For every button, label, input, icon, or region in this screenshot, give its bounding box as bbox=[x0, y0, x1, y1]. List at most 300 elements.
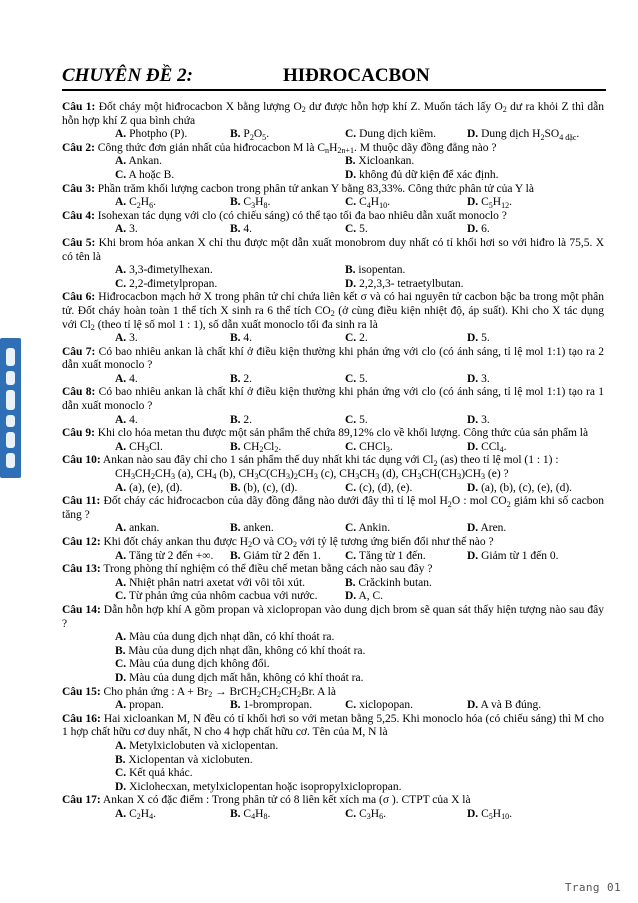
question-7 bbox=[62, 346, 604, 387]
formula-text-run: (e) ? bbox=[485, 468, 509, 481]
option-text-subscript: 2 bbox=[136, 812, 141, 822]
option-a bbox=[115, 522, 230, 536]
option-text: Xiclohecxan, metylxiclopentan hoặc isopropylxiclopropan. bbox=[129, 780, 402, 793]
option-letter: A. bbox=[115, 699, 127, 712]
option-letter: B. bbox=[230, 128, 241, 141]
option-text: (a), (b), (c), (e), (d). bbox=[481, 481, 573, 494]
answer-options bbox=[115, 577, 604, 604]
option-text: Màu của dung dịch nhạt dần, có khí thoát ra. bbox=[129, 631, 335, 644]
option-text-run: H bbox=[370, 807, 380, 820]
option-letter: C. bbox=[345, 196, 357, 209]
question-formula-line bbox=[115, 468, 604, 482]
formula-text-subscript: 3 bbox=[313, 472, 318, 482]
question-text-subscript: 2n+1 bbox=[337, 146, 354, 156]
question-list bbox=[62, 101, 604, 821]
option-text-run: C bbox=[243, 196, 252, 209]
option-text: Màu của dung dịch nhạt dần, không có khí thoát ra. bbox=[128, 644, 366, 657]
option-text-run: SO bbox=[544, 128, 560, 141]
topic-heading: CHUYÊN ĐỀ 2: bbox=[62, 65, 193, 86]
formula-text-subscript: 3 bbox=[457, 472, 462, 482]
question-stem bbox=[62, 237, 604, 264]
option-d bbox=[467, 699, 604, 713]
answer-options bbox=[115, 128, 604, 142]
option-text: A, C. bbox=[358, 590, 384, 603]
option-text-subscript: 8 bbox=[263, 812, 268, 822]
option-text-run: . bbox=[389, 440, 393, 453]
option-letter: C. bbox=[345, 372, 357, 385]
option-text: 3. bbox=[481, 372, 490, 385]
option-text-run: C bbox=[481, 196, 489, 209]
question-text: Có bao nhiêu ankan là chất khí ở điều kiện thường khi phản ứng với clo (có ánh sáng, tỉ lệ mol 1:1) tạo ra 1 dẫn xuất monoclo ? bbox=[62, 386, 604, 413]
option-letter: B. bbox=[230, 196, 241, 209]
option-b bbox=[230, 196, 345, 210]
question-text: Ankan X có đặc điểm : Trong phân tử có 8 liên kết xích ma (σ ). CTPT của X là bbox=[102, 794, 471, 807]
question-text-run: Công thức đơn giản nhất của hiđrocacbon M là C bbox=[97, 141, 326, 154]
question-label: Câu 13: bbox=[62, 563, 101, 576]
question-label: Câu 8: bbox=[62, 386, 96, 399]
option-a bbox=[115, 264, 345, 278]
option-text: Giảm từ 1 đến 0. bbox=[481, 549, 559, 562]
option-a bbox=[115, 550, 230, 564]
option-text: ankan. bbox=[129, 522, 160, 535]
option-d bbox=[467, 373, 604, 387]
option-text-subscript: 3 bbox=[385, 445, 390, 455]
option-d bbox=[467, 482, 604, 496]
answer-options bbox=[115, 414, 604, 428]
option-text: (a), (e), (d). bbox=[129, 481, 183, 494]
formula-text-run: (b), CH bbox=[216, 468, 255, 481]
option-text-run: H bbox=[255, 807, 264, 820]
option-text-run: C bbox=[243, 807, 252, 820]
question-text: Trong phòng thí nghiệm có thể điều chế metan bằng cách nào sau đây ? bbox=[103, 563, 433, 576]
question-text: Hai xicloankan M, N đều có tỉ khối hơi so với metan bằng 5,25. Khi monoclo hóa (có chiếu sáng) thì M cho 1 hợp chất hữu cơ duy nhất, N cho 4 hợp chất hữu cơ. Tên của M, N là bbox=[62, 712, 605, 739]
option-text-subscript: 4 bbox=[149, 812, 154, 822]
formula-text-subscript: 3 bbox=[355, 472, 360, 482]
option-b bbox=[230, 522, 345, 536]
option-text-subscript: 2 bbox=[274, 445, 279, 455]
question-text-subscript: 2 bbox=[433, 458, 438, 468]
question-14 bbox=[62, 604, 604, 686]
option-letter: D. bbox=[115, 671, 127, 684]
option-text: 5. bbox=[481, 332, 490, 345]
option-text: (c), (d), (e). bbox=[359, 481, 413, 494]
option-text: Ankin. bbox=[358, 522, 391, 535]
option-a bbox=[115, 332, 230, 346]
option-text-run: CH bbox=[129, 440, 146, 453]
option-a bbox=[115, 482, 230, 496]
option-text: 3. bbox=[129, 332, 138, 345]
question-text-subscript: 2 bbox=[248, 540, 253, 550]
question-12 bbox=[62, 536, 604, 563]
option-letter: C. bbox=[345, 223, 357, 236]
formula-text-subscript: 3 bbox=[285, 472, 291, 482]
question-text-run: (ở cùng điều kiện nhiệt độ, áp suất). Khi cho X tác dụng với Cl bbox=[62, 304, 604, 331]
option-text: Màu của dung dịch không đổi. bbox=[129, 658, 270, 671]
option-d bbox=[467, 550, 604, 564]
option-text-run: C bbox=[481, 807, 489, 820]
option-letter: D. bbox=[467, 332, 479, 345]
option-d bbox=[467, 522, 604, 536]
question-label: Câu 17: bbox=[62, 794, 101, 807]
option-text-run: CH bbox=[243, 440, 260, 453]
option-text: 2,2,3,3- tetraetylbutan. bbox=[359, 277, 464, 290]
option-letter: A. bbox=[115, 128, 127, 141]
option-letter: C. bbox=[115, 168, 127, 181]
option-text-subscript: 3 bbox=[366, 812, 371, 822]
formula-text-subscript: 3 bbox=[375, 472, 380, 482]
option-a bbox=[115, 441, 230, 455]
option-text-run: O bbox=[253, 128, 263, 141]
option-c bbox=[345, 196, 467, 210]
question-stem bbox=[62, 563, 604, 577]
option-c bbox=[345, 223, 467, 237]
option-letter: D. bbox=[467, 196, 479, 209]
option-a bbox=[115, 740, 604, 754]
header-rule bbox=[62, 89, 606, 91]
answer-options bbox=[115, 332, 604, 346]
option-letter: B. bbox=[230, 440, 241, 453]
question-label: Câu 11: bbox=[62, 495, 101, 508]
question-stem bbox=[62, 346, 604, 373]
question-stem bbox=[62, 386, 604, 413]
option-text-run: Cl bbox=[263, 440, 275, 453]
option-d bbox=[467, 414, 604, 428]
option-c bbox=[345, 128, 467, 142]
page-number: Trang 01 bbox=[564, 881, 621, 894]
option-letter: C. bbox=[345, 332, 357, 345]
option-letter: A. bbox=[115, 372, 127, 385]
option-letter: D. bbox=[467, 522, 479, 535]
question-text-run: với tỷ lệ tương ứng biến đổi như thế nào ? bbox=[297, 536, 494, 548]
option-b bbox=[230, 808, 345, 822]
option-text: 2. bbox=[243, 372, 253, 385]
option-c bbox=[345, 808, 467, 822]
option-text-subscript: 2 bbox=[249, 132, 254, 142]
option-text: Tăng từ 2 đến +∞. bbox=[128, 549, 214, 562]
option-text: 3. bbox=[129, 223, 138, 236]
answer-options bbox=[115, 808, 604, 822]
question-text-run: Cho phản ứng : A + Br bbox=[103, 685, 209, 698]
option-d bbox=[115, 672, 604, 686]
option-text: propan. bbox=[129, 699, 164, 712]
option-c bbox=[345, 414, 467, 428]
answer-options bbox=[115, 223, 604, 237]
formula-text-run: CH bbox=[135, 468, 151, 481]
option-text-run: . bbox=[509, 196, 512, 209]
option-text: 4. bbox=[129, 372, 138, 385]
option-text-subscript: 10 bbox=[379, 200, 388, 210]
question-text-run: Br. A là bbox=[301, 685, 336, 698]
option-b bbox=[230, 128, 345, 142]
option-b bbox=[115, 754, 604, 768]
option-text-run: . bbox=[267, 807, 271, 820]
option-letter: A. bbox=[115, 440, 127, 453]
question-label: Câu 16: bbox=[62, 712, 101, 725]
option-text-run: H bbox=[492, 196, 502, 209]
option-b bbox=[230, 223, 345, 237]
question-text-subscript: 2 bbox=[297, 689, 302, 699]
option-text: Dung dịch kiềm. bbox=[359, 128, 437, 141]
question-text-subscript: 2 bbox=[301, 105, 306, 115]
formula-text-run: )CH bbox=[461, 468, 481, 481]
question-4 bbox=[62, 210, 604, 237]
option-text: A hoặc B. bbox=[128, 168, 175, 181]
page-title: HIĐROCACBON bbox=[283, 65, 430, 86]
option-b bbox=[230, 373, 345, 387]
question-text: Phần trăm khối lượng cacbon trong phân tử ankan Y bằng 83,33%. Công thức phân tử của Y là bbox=[97, 182, 534, 195]
option-letter: C. bbox=[345, 413, 357, 426]
option-text-run: H bbox=[492, 807, 502, 820]
option-a bbox=[115, 414, 230, 428]
option-text-run: CHCl bbox=[359, 440, 386, 453]
option-text: 4. bbox=[243, 332, 253, 345]
option-text-run: . bbox=[503, 440, 507, 453]
option-text: Giảm từ 2 đến 1. bbox=[243, 549, 321, 562]
question-text-subscript: 2 bbox=[506, 499, 511, 509]
option-text: không đủ dữ kiện để xác định. bbox=[359, 168, 499, 181]
option-letter: B. bbox=[115, 753, 126, 766]
option-text-subscript: 2 bbox=[136, 200, 141, 210]
option-text-run: P bbox=[243, 128, 250, 141]
option-text-run: Dung dịch H bbox=[481, 128, 541, 141]
answer-options bbox=[115, 196, 604, 210]
formula-text-subscript: 2 bbox=[151, 472, 156, 482]
option-letter: A. bbox=[115, 631, 127, 644]
question-13 bbox=[62, 563, 604, 604]
option-text: isopentan. bbox=[358, 264, 406, 277]
option-letter: A. bbox=[115, 576, 127, 589]
option-letter: D. bbox=[345, 590, 357, 603]
question-15 bbox=[62, 686, 604, 713]
option-text-run: . bbox=[387, 196, 390, 209]
formula-text-subscript: 3 bbox=[481, 472, 486, 482]
option-text-subscript: 4 bbox=[499, 445, 504, 455]
option-d bbox=[467, 128, 604, 142]
question-text-subscript: 2 bbox=[502, 105, 507, 115]
formula-text-subscript: 3 bbox=[171, 472, 176, 482]
option-letter: B. bbox=[345, 155, 356, 168]
option-letter: A. bbox=[115, 413, 127, 426]
question-stem bbox=[62, 713, 604, 740]
question-label: Câu 1: bbox=[62, 101, 96, 113]
option-letter: A. bbox=[115, 264, 127, 277]
question-text-subscript: 2 bbox=[208, 689, 213, 699]
question-text: Isohexan tác dụng với clo (có chiếu sáng) có thể tạo tối đa bao nhiêu dẫn xuất monoclo ? bbox=[97, 209, 507, 222]
question-10 bbox=[62, 454, 604, 495]
option-b bbox=[345, 577, 604, 591]
formula-text-run: CH bbox=[115, 468, 131, 481]
answer-options bbox=[115, 631, 604, 685]
option-letter: D. bbox=[345, 168, 357, 181]
formula-text-run: (a), CH bbox=[175, 468, 213, 481]
option-text: Ankan. bbox=[128, 155, 162, 168]
formula-text-run: C(CH bbox=[258, 468, 286, 481]
option-b bbox=[345, 264, 604, 278]
option-letter: A. bbox=[115, 196, 127, 209]
answer-options bbox=[115, 373, 604, 387]
formula-text-subscript: 4 bbox=[212, 472, 217, 482]
option-text-run: H bbox=[140, 196, 150, 209]
option-letter: D. bbox=[467, 372, 479, 385]
option-letter: B. bbox=[230, 481, 241, 494]
option-text-subscript: 5 bbox=[488, 200, 493, 210]
question-stem bbox=[62, 183, 604, 197]
option-letter: B. bbox=[345, 264, 356, 277]
answer-options bbox=[115, 482, 604, 496]
question-text: Có bao nhiêu ankan là chất khí ở điều kiện thường khi phản ứng với clo (có ánh sáng, tỉ lệ mol 1:1) tạo ra 2 dẫn xuất monoclo ? bbox=[62, 345, 604, 372]
option-text-run: . bbox=[383, 807, 386, 820]
question-text: Khi clo hóa metan thu được một sản phẩm thế chứa 89,12% clo về khối lượng. Công thức của sản phẩm là bbox=[97, 427, 589, 440]
answer-options bbox=[115, 522, 604, 536]
option-letter: B. bbox=[230, 372, 241, 385]
question-stem bbox=[62, 686, 604, 700]
question-text-run: Khi đốt cháy ankan thu được H bbox=[103, 536, 249, 548]
option-letter: C. bbox=[345, 440, 357, 453]
formula-text-subscript: 3 bbox=[417, 472, 422, 482]
option-text-subscript: 5 bbox=[262, 132, 267, 142]
question-text-run: H bbox=[329, 141, 338, 154]
option-letter: B. bbox=[230, 549, 241, 562]
question-stem bbox=[62, 604, 604, 631]
option-letter: D. bbox=[467, 223, 479, 236]
option-letter: B. bbox=[115, 644, 126, 657]
question-label: Câu 10: bbox=[62, 454, 101, 467]
option-text: Màu của dung dịch mất hẳn, không có khí thoát ra. bbox=[129, 671, 364, 684]
option-letter: C. bbox=[115, 767, 127, 780]
question-text-subscript: n bbox=[325, 146, 330, 156]
option-text: xiclopopan. bbox=[359, 699, 414, 712]
option-letter: A. bbox=[115, 807, 127, 820]
option-text-run: C bbox=[359, 807, 367, 820]
question-1 bbox=[62, 101, 604, 142]
formula-text-run: CH bbox=[155, 468, 172, 481]
question-text-run: CH bbox=[281, 685, 298, 698]
option-text-subscript: 10 bbox=[501, 812, 510, 822]
option-letter: D. bbox=[345, 277, 357, 290]
option-letter: B. bbox=[230, 522, 241, 535]
option-text: Nhiệt phân natri axetat với vôi tôi xút. bbox=[129, 576, 306, 589]
option-letter: C. bbox=[345, 807, 357, 820]
option-text: A và B đúng. bbox=[480, 699, 542, 712]
option-letter: B. bbox=[230, 223, 241, 236]
option-text: Aren. bbox=[480, 522, 507, 535]
question-text: Khi brom hóa ankan X chỉ thu được một dẫn xuất monobrom duy nhất có tỉ khối hơi so với hiđro là 75,5. X có tên là bbox=[62, 236, 605, 263]
option-letter: D. bbox=[467, 699, 479, 712]
side-logo-icon bbox=[0, 338, 21, 478]
question-stem bbox=[62, 495, 604, 522]
option-b bbox=[230, 699, 345, 713]
question-text-run: Hiđrocacbon mạch hở X trong phân tử chỉ chứa liên kết σ và có hai nguyên tử cacbon bậc ba trong một phân tử. Đốt cháy hoàn toàn 1 thể tích X sinh ra 6 thể tích CO bbox=[62, 291, 605, 317]
formula-text-run: ) bbox=[290, 468, 294, 481]
option-text-run: . bbox=[576, 128, 580, 141]
option-text-run: C bbox=[129, 807, 137, 820]
option-text-run: . bbox=[267, 196, 271, 209]
option-text-run: . bbox=[509, 807, 512, 820]
option-text-run: . bbox=[153, 196, 156, 209]
option-text: Xiclopentan và xiclobuten. bbox=[128, 753, 253, 766]
question-stem bbox=[62, 101, 604, 128]
question-text-run: (as) theo tỉ lệ mol (1 : 1) : bbox=[437, 454, 559, 467]
option-c bbox=[345, 699, 467, 713]
option-text: 3. bbox=[481, 413, 490, 426]
question-label: Câu 6: bbox=[62, 291, 96, 304]
option-text: (b), (c), (d). bbox=[243, 481, 298, 494]
option-text-subscript: 8 bbox=[263, 200, 268, 210]
question-label: Câu 4: bbox=[62, 209, 95, 222]
option-b bbox=[230, 332, 345, 346]
option-letter: A. bbox=[115, 332, 127, 345]
option-d bbox=[467, 223, 604, 237]
option-text-subscript: 5 bbox=[488, 812, 493, 822]
question-text-subscript: 2 bbox=[277, 689, 282, 699]
option-text: 2. bbox=[359, 332, 368, 345]
option-letter: B. bbox=[230, 332, 241, 345]
question-text-subscript: 2 bbox=[330, 309, 335, 319]
option-letter: A. bbox=[115, 481, 127, 494]
option-b bbox=[230, 550, 345, 564]
formula-text-run: CH bbox=[359, 468, 376, 481]
option-text: Tăng từ 1 đến. bbox=[358, 549, 426, 562]
option-text-subscript: 12 bbox=[501, 200, 510, 210]
option-text: 2,2-đimetylpropan. bbox=[129, 277, 218, 290]
option-b bbox=[230, 482, 345, 496]
question-text-run: → BrCH bbox=[212, 685, 258, 698]
question-label: Câu 2: bbox=[62, 141, 95, 154]
option-text-subscript: 4 đặc bbox=[559, 132, 577, 142]
question-text-subscript: 2 bbox=[292, 540, 298, 550]
option-b bbox=[115, 645, 604, 659]
option-letter: C. bbox=[345, 522, 357, 535]
formula-text-run: (d), CH bbox=[379, 468, 418, 481]
question-3 bbox=[62, 183, 604, 210]
formula-text-run: (c), CH bbox=[317, 468, 356, 481]
option-text: Photpho (P). bbox=[129, 128, 188, 141]
option-letter: B. bbox=[230, 413, 241, 426]
question-9 bbox=[62, 427, 604, 454]
question-17 bbox=[62, 794, 604, 821]
option-text-subscript: 6 bbox=[379, 812, 384, 822]
question-label: Câu 7: bbox=[62, 345, 96, 358]
question-label: Câu 9: bbox=[62, 427, 95, 440]
option-d bbox=[467, 808, 604, 822]
formula-text-subscript: 3 bbox=[254, 472, 259, 482]
question-label: Câu 14: bbox=[62, 603, 101, 616]
option-b bbox=[345, 155, 604, 169]
question-stem bbox=[62, 794, 604, 808]
option-text-subscript: 6 bbox=[149, 200, 154, 210]
question-stem bbox=[62, 210, 604, 224]
formula-text-run: CH(CH bbox=[421, 468, 458, 481]
option-c bbox=[115, 169, 345, 183]
option-text-run: C bbox=[359, 196, 367, 209]
option-letter: C. bbox=[345, 481, 357, 494]
option-a bbox=[115, 223, 230, 237]
option-a bbox=[115, 196, 230, 210]
option-letter: A. bbox=[115, 549, 127, 562]
option-letter: D. bbox=[467, 440, 479, 453]
option-letter: D. bbox=[467, 413, 479, 426]
option-text-run: CCl bbox=[481, 440, 500, 453]
option-letter: C. bbox=[345, 699, 357, 712]
option-text-subscript: 4 bbox=[366, 200, 371, 210]
option-letter: A. bbox=[115, 739, 127, 752]
option-text: Metylxiclobuten và xiclopentan. bbox=[129, 739, 279, 752]
question-text-run: (theo tỉ lệ số mol 1 : 1), số dẫn xuất monoclo tối đa sinh ra là bbox=[94, 318, 378, 331]
question-label: Câu 3: bbox=[62, 182, 95, 195]
question-6 bbox=[62, 291, 604, 345]
option-a bbox=[115, 155, 345, 169]
question-text-subscript: 2 bbox=[447, 499, 452, 509]
